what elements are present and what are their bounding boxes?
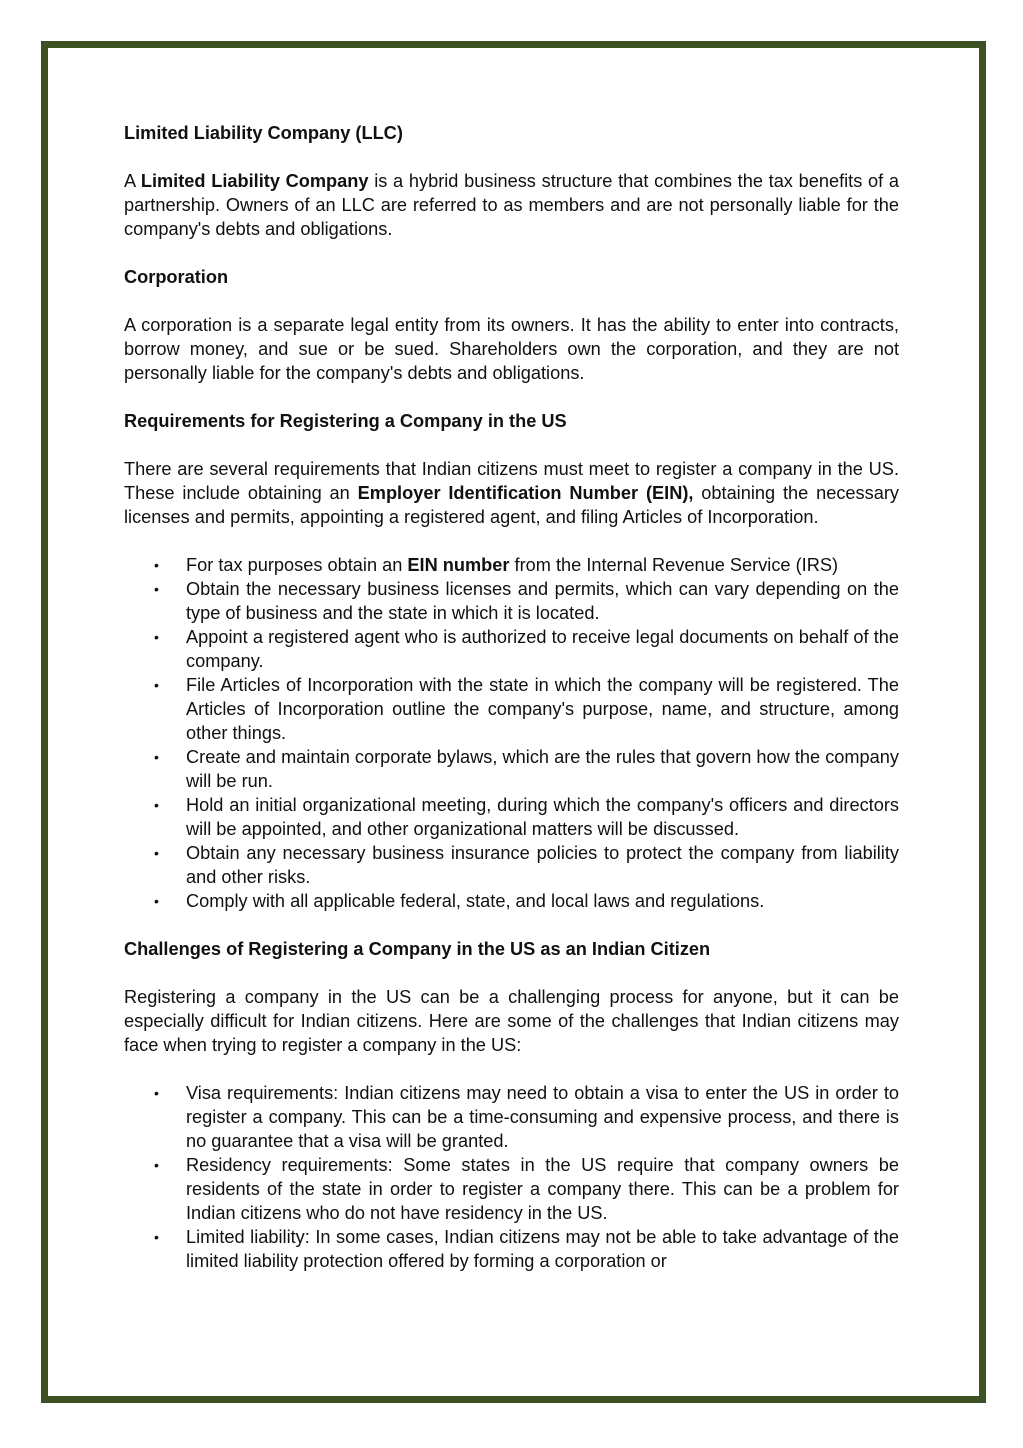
- requirements-list: [124, 553, 899, 913]
- challenges-heading: Challenges of Registering a Company in the US as an Indian Citizen: [124, 939, 711, 959]
- requirements-paragraph: [124, 457, 899, 529]
- list-item: • Obtain the necessary business licenses and permits, which can vary depending on the type of business and the state in which it is located.: [124, 577, 899, 625]
- corporation-heading: Corporation: [124, 267, 229, 287]
- llc-paragraph: [124, 169, 899, 241]
- list-item: • Obtain any necessary business insurance policies to protect the company from liability and other risks.: [124, 841, 899, 889]
- list-item: • Visa requirements: Indian citizens may need to obtain a visa to enter the US in order to register a company. This can be a time-consuming and expensive process, and there is no guarantee that a visa will be granted.: [124, 1081, 899, 1153]
- corporation-paragraph: A corporation is a separate legal entity from its owners. It has the ability to enter into contracts, borrow money, and sue or be sued. Shareholders own the corporation, and they are not personally liable for the company's debts and obligations.: [124, 315, 899, 383]
- requirements-paragraph-lead: There are several requirements that Indian citizens must meet to register a company in the US. These include obtaining an: [124, 459, 899, 503]
- list-item: • Hold an initial organizational meeting, during which the company's officers and directors will be appointed, and other organizational matters will be discussed.: [124, 793, 899, 841]
- list-item-lead: For tax purposes obtain an: [186, 555, 408, 575]
- challenges-paragraph: Registering a company in the US can be a challenging process for anyone, but it can be especially difficult for Indian citizens. Here are some of the challenges that Indian citizens may face when trying to register a company in the US:: [124, 987, 899, 1055]
- list-item: • Residency requirements: Some states in the US require that company owners be residents of the state in order to register a company there. This can be a problem for Indian citizens who do not have residency in the US.: [124, 1153, 899, 1225]
- list-item-rest: from the Internal Revenue Service (IRS): [509, 555, 839, 575]
- document-body: [124, 121, 899, 1273]
- list-item: [124, 553, 899, 577]
- llc-term: Limited Liability Company: [140, 171, 369, 191]
- list-item: • File Articles of Incorporation with the state in which the company will be registered. The Articles of Incorporation outline the company's purpose, name, and structure, among other things.: [124, 673, 899, 745]
- llc-paragraph-lead: A: [124, 171, 141, 191]
- ein-term: Employer Identification Number (EIN),: [357, 483, 694, 503]
- requirements-heading: Requirements for Registering a Company in the US: [124, 411, 567, 431]
- llc-paragraph-rest: is a hybrid business structure that combines the tax benefits of a partnership. Owners of an LLC are referred to as members and are not personally liable for the company's debts and obligations.: [124, 171, 900, 239]
- list-item: • Create and maintain corporate bylaws, which are the rules that govern how the company will be run.: [124, 745, 899, 793]
- llc-heading: Limited Liability Company (LLC): [124, 123, 403, 143]
- ein-number-term: EIN number: [407, 555, 510, 575]
- list-item: • Appoint a registered agent who is authorized to receive legal documents on behalf of the company.: [124, 625, 899, 673]
- list-item: • Limited liability: In some cases, Indian citizens may not be able to take advantage of the limited liability protection offered by forming a corporation or: [124, 1225, 899, 1273]
- requirements-paragraph-rest: obtaining the necessary licenses and permits, appointing a registered agent, and filing Articles of Incorporation.: [124, 483, 899, 527]
- list-item: • Comply with all applicable federal, state, and local laws and regulations.: [124, 889, 899, 913]
- challenges-list: [124, 1081, 899, 1273]
